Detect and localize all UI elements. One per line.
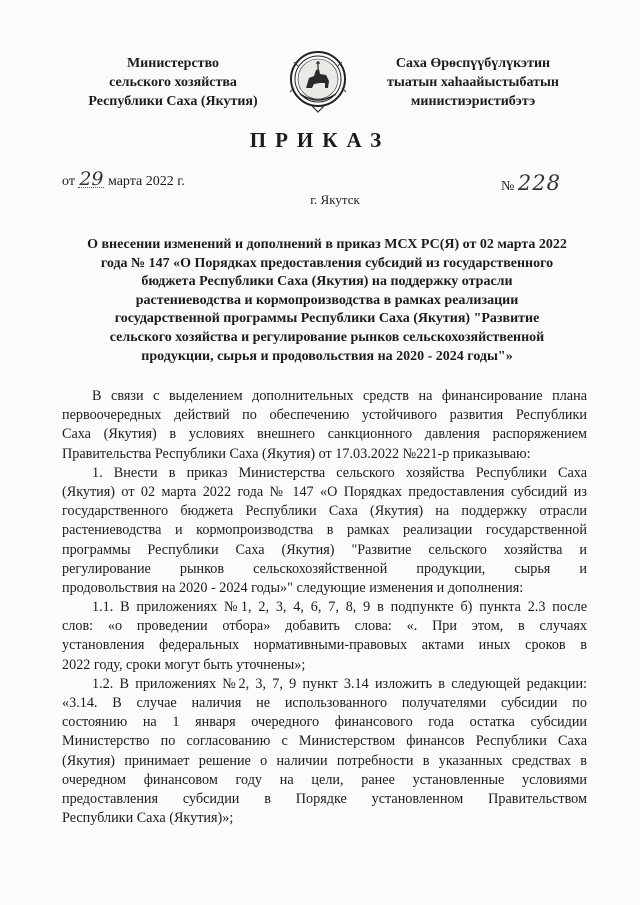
paragraph-1-1 <box>62 598 587 675</box>
body-line: предоставления субсидии в Порядке установленном Правительством <box>62 790 587 807</box>
ministry-line: Министерство <box>126 56 220 71</box>
body-line: программы Республики Саха (Якутия) "Развитие сельского хозяйства и <box>62 541 587 558</box>
city: г. Якутск <box>310 192 360 207</box>
body-line: Министерство по согласованию с Министерством финансов Республики Саха <box>62 733 587 750</box>
body-line: 1.2. В приложениях №2, 3, 7, 9 пункт 3.14 изложить в следующей редакции: <box>92 675 587 692</box>
ministry-line: министиэристибэтэ <box>410 94 536 109</box>
body-line: 1. Внести в приказ Министерства сельского хозяйства Республики Саха <box>92 464 587 481</box>
subject-line: сельского хозяйства и регулирование рынков сельскохозяйственной <box>109 329 545 345</box>
number-sign: № <box>501 179 515 194</box>
body-line: 2022 году, сроки могут быть уточнены»; <box>62 656 306 673</box>
body-line: (Якутия) от 02 марта 2022 года № 147 «О Порядках предоставления субсидий из <box>62 483 587 500</box>
subject-line: О внесении изменений и дополнений в приказ МСХ РС(Я) от 02 марта 2022 <box>87 237 567 252</box>
order-title: ПРИКАЗ <box>249 128 391 152</box>
body-line: установления федеральных нормативными-правовых актами иных сроков в <box>62 637 587 654</box>
date-day-handwritten: 29 <box>79 168 104 190</box>
ministry-line: Саха Өрөспүүбүлүкэтин <box>395 56 551 71</box>
subject-line: года № 147 «О Порядках предоставления субсидий из государственного <box>100 255 554 271</box>
order-date <box>62 168 185 190</box>
body-line: слов: «о проведении отбора» добавить слова: «. При этом, в случаях <box>62 618 587 635</box>
ministry-name-yakut <box>368 54 578 111</box>
paragraph-1-2 <box>62 675 587 829</box>
body-line: состоянию на 1 января очередного финансового года остатка субсидии <box>62 714 587 731</box>
body-line: Саха (Якутия) в условиях внешнего санкционного давления распоряжением <box>62 426 587 443</box>
order-body <box>62 387 587 828</box>
ministry-line: Республики Саха (Якутия) <box>88 94 258 109</box>
body-line: государственного бюджета Республики Саха (Якутия) на поддержку отрасли <box>62 503 587 520</box>
body-line: регулирование рынков сельскохозяйственной продукции, сырья и <box>62 560 587 577</box>
body-line: В связи с выделением дополнительных средств на финансирование плана <box>92 388 587 404</box>
ministry-line: тыатын хаһаайыстыбатын <box>387 75 559 90</box>
body-line: растениеводства и кормопроизводства в рамках реализации государственной <box>62 522 587 539</box>
ministry-name-russian <box>78 54 268 111</box>
subject-line: государственной программы Республики Саха (Якутия) "Развитие <box>114 311 540 327</box>
number-handwritten: 228 <box>517 171 561 195</box>
subject-line: продукции, сырья и продовольствия на 2020 - 2024 годы"» <box>141 348 513 364</box>
body-line: первоочередных действий по обеспечению устойчивого развития Республики <box>62 407 587 424</box>
order-subject <box>62 236 592 366</box>
body-line: очередном финансовом году на цели, ранее установленные условиями <box>62 771 587 788</box>
preamble-paragraph <box>62 387 587 464</box>
ministry-line: сельского хозяйства <box>109 75 237 90</box>
paragraph-1 <box>62 464 587 598</box>
body-line: Правительства Республики Саха (Якутия) от 17.03.2022 №221-р приказываю: <box>62 445 531 462</box>
body-line: (Якутия) принимает решение о наличии потребности в указанных средствах в <box>62 752 587 769</box>
subject-line: растениеводства и кормопроизводства в рамках реализации <box>135 292 519 308</box>
subject-line: бюджета Республики Саха (Якутия) на поддержку отрасли <box>141 274 513 290</box>
body-line: Республики Саха (Якутия)»; <box>62 810 234 827</box>
date-prefix: от <box>62 174 75 189</box>
coat-of-arms-icon <box>288 48 348 114</box>
body-line: «3.14. В случае наличия не использованного получателями субсидии по <box>62 695 587 711</box>
body-line: 1.1. В приложениях №1, 2, 3, 4, 6, 7, 8, 9 в подпункте б) пункта 2.3 после <box>92 599 587 616</box>
date-month-year: марта 2022 г. <box>107 174 185 189</box>
body-line: продовольствия на 2020 - 2024 годы»" следующие изменения и дополнения: <box>62 579 524 596</box>
